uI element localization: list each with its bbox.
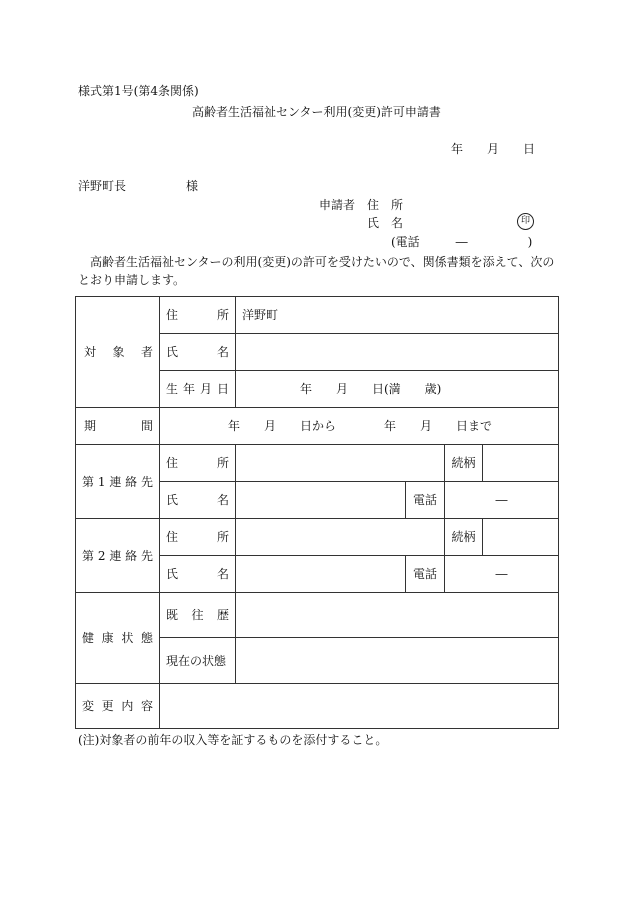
applicant-name-label: 氏 名 <box>367 216 404 230</box>
contact2-name-field[interactable] <box>236 556 406 593</box>
subject-birth-label: 生年月日 <box>160 371 236 408</box>
application-table <box>75 296 559 729</box>
contact1-label: 第1連絡先 <box>76 445 160 519</box>
contact1-phone-label: 電話 <box>406 482 445 519</box>
addressee: 洋野町長 様 <box>78 179 199 193</box>
contact1-relation-label: 続柄 <box>445 445 483 482</box>
contact1-relation-field[interactable] <box>483 445 559 482</box>
intro-line-2: とおり申請します。 <box>78 273 186 287</box>
health-current-field[interactable] <box>236 638 559 684</box>
health-history-label: 既往歴 <box>160 593 236 638</box>
changes-field[interactable] <box>160 684 559 729</box>
contact2-relation-label: 続柄 <box>445 519 483 556</box>
health-current-label: 現在の状態 <box>160 638 236 684</box>
subject-address-row <box>76 297 559 334</box>
period-row <box>76 408 559 445</box>
health-history-row <box>76 593 559 638</box>
contact1-address-row <box>76 445 559 482</box>
seal-mark: 印 <box>517 213 534 230</box>
form-number: 様式第1号(第4条関係) <box>78 84 199 98</box>
contact1-address-label: 住所 <box>160 445 236 482</box>
changes-label: 変更内容 <box>76 684 160 729</box>
applicant-address-label: 申請者 住 所 <box>319 198 404 212</box>
document-title: 高齢者生活福祉センター利用(変更)許可申請書 <box>192 105 441 119</box>
period-field[interactable]: 年 月 日から 年 月 日まで <box>160 408 559 445</box>
subject-name-field[interactable] <box>236 334 559 371</box>
contact1-phone-field[interactable]: ― <box>445 482 559 519</box>
contact2-address-field[interactable] <box>236 519 445 556</box>
health-history-field[interactable] <box>236 593 559 638</box>
health-label: 健康状態 <box>76 593 160 684</box>
subject-label: 対象者 <box>76 297 160 408</box>
subject-address-label: 住所 <box>160 297 236 334</box>
contact2-phone-label: 電話 <box>406 556 445 593</box>
applicant-phone-line: (電話 ― ) <box>391 235 533 249</box>
contact2-address-row <box>76 519 559 556</box>
contact2-relation-field[interactable] <box>483 519 559 556</box>
subject-name-label: 氏名 <box>160 334 236 371</box>
contact2-phone-field[interactable]: ― <box>445 556 559 593</box>
changes-row <box>76 684 559 729</box>
contact2-name-label: 氏名 <box>160 556 236 593</box>
intro-paragraph <box>78 253 562 289</box>
intro-line-1: 高齢者生活福祉センターの利用(変更)の許可を受けたいので、関係書類を添えて、次の <box>90 255 555 269</box>
period-label: 期間 <box>76 408 160 445</box>
contact1-name-label: 氏名 <box>160 482 236 519</box>
subject-birth-field[interactable]: 年 月 日(満 歳) <box>236 371 559 408</box>
contact1-address-field[interactable] <box>236 445 445 482</box>
footnote: (注)対象者の前年の収入等を証するものを添付すること。 <box>78 733 388 747</box>
subject-address-field[interactable]: 洋野町 <box>236 297 559 334</box>
contact2-label: 第2連絡先 <box>76 519 160 593</box>
contact1-name-field[interactable] <box>236 482 406 519</box>
date-line: 年 月 日 <box>451 142 536 156</box>
contact2-address-label: 住所 <box>160 519 236 556</box>
